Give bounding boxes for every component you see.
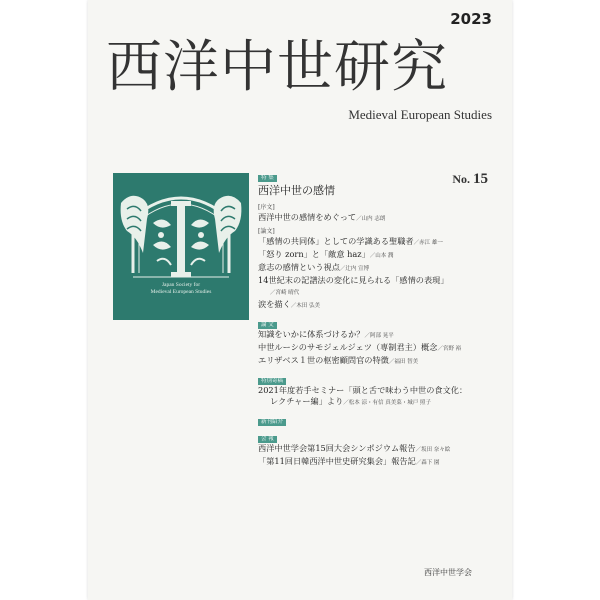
toc-entry (258, 355, 503, 368)
toc-entry-title: 「怒り zorn」と「敵意 haz」 (258, 249, 370, 259)
journal-title-english: Medieval European Studies (348, 107, 492, 122)
toc-entry-author: ／坂田 奈々絵 (415, 447, 451, 453)
toc-entry-author: ／宮野 裕 (437, 346, 462, 352)
toc-entry (258, 385, 503, 396)
toc-entry-title: 「感情の共同体」としての学識ある聖職者 (258, 236, 414, 246)
journal-title-japanese: 西洋中世研究 (106, 35, 448, 100)
toc-entry-title: 西洋中世学会第15回大会シンポジウム報告 (258, 443, 416, 453)
articles-tag: 論 文 (258, 322, 277, 329)
cover-illustration (113, 173, 249, 320)
special-contribution-tag: 特別寄稿 (258, 378, 286, 385)
toc-entry-continuation (258, 396, 503, 409)
toc-entry (258, 443, 503, 456)
art-caption-line2: Medieval European Studies (150, 289, 212, 295)
toc-entry-continuation (258, 286, 503, 299)
feature-title: 西洋中世の感情 (258, 184, 335, 197)
toc-entry-title: 中世ルーシのサモジェルジェツ（専制君主）概念 (258, 342, 438, 352)
toc-entry (258, 262, 503, 275)
toc-entry (258, 249, 503, 262)
toc-entry (258, 275, 503, 286)
toc-entry-author: ／赤江 雄一 (413, 240, 443, 246)
toc-entry-author: ／福田 智美 (388, 359, 419, 365)
toc-entry-title: 14世紀末の記譜法の変化に見られる「感情の表現」 (258, 275, 449, 285)
new-books-tag: 新刊紹介 (258, 419, 286, 426)
preface-label: [序文] (258, 204, 275, 211)
toc-entry-title: 2021年度若手セミナー「頭と舌で味わう中世の食文化： (258, 385, 468, 395)
feature-tag: 特 集 (258, 175, 277, 182)
toc-entry-author: ／木田 弘美 (290, 303, 321, 309)
toc-entry (258, 299, 503, 312)
toc-entry (258, 236, 503, 249)
toc-entry-title: 意志の感情という視点 (258, 262, 340, 272)
toc-entry-title: 知識をいかに体系づけるか？ (258, 329, 365, 339)
issue-value: 15 (473, 171, 488, 187)
toc-entry (258, 212, 503, 225)
toc-entry-author: ／森下 園 (415, 460, 440, 466)
journal-cover (88, 0, 512, 600)
papers-label: [論文] (258, 228, 275, 235)
toc-entry-author: ／阿部 晃平 (364, 333, 394, 339)
toc-entry-author: ／宮崎 晴代 (270, 290, 300, 296)
toc-entry-author: ／松本 涼・有信 真美菜・城戸 照子 (343, 400, 432, 406)
reports-tag: 会 報 (258, 436, 277, 443)
toc-entry-author: ／辻内 宣博 (339, 266, 370, 272)
toc-entry (258, 456, 503, 469)
issue-prefix: No. (452, 172, 470, 186)
toc-entry-title: レクチャー編」より (270, 396, 344, 406)
toc-entry (258, 342, 503, 355)
toc-entry-title: 西洋中世の感情をめぐって (258, 212, 357, 222)
toc-entry (258, 329, 503, 342)
toc-entry-author: ／山本 潤 (369, 253, 394, 259)
ornament-illustration (113, 173, 249, 320)
toc-entry-title: 涙を描く (258, 299, 291, 309)
toc-entry-title: 「第11回日韓西洋中世史研究集会」報告記 (258, 456, 416, 466)
toc-entry-title: エリザベス１世の枢密顧問官の特徴 (258, 355, 389, 365)
table-of-contents (258, 171, 503, 469)
art-caption (113, 282, 249, 296)
toc-entry-author: ／山内 志朗 (356, 216, 386, 222)
art-caption-line1: Japan Society for (161, 282, 201, 288)
publisher-name: 西洋中世学会 (424, 568, 472, 577)
cover-year: 2023 (450, 10, 492, 28)
